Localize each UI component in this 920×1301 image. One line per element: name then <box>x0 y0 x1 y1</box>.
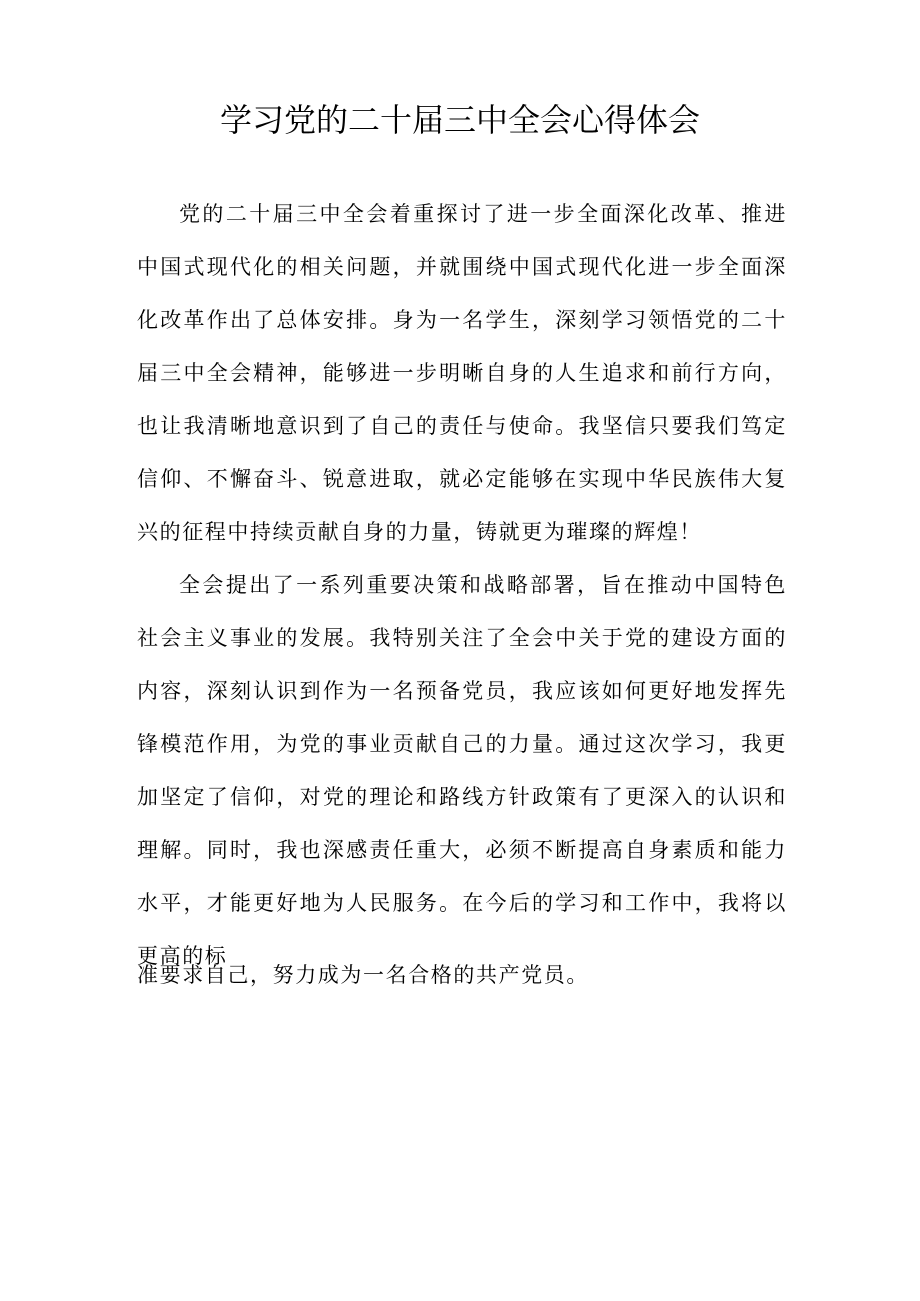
paragraph-1: 党的二十届三中全会着重探讨了进一步全面深化改革、推进中国式现代化的相关问题，并就围绕中国式现代化进一步全面深化改革作出了总体安排。身为一名学生，深刻学习领悟党的二十届三中全会精神，能够进一步明晰自身的人生追求和前行方向，也让我清晰地意识到了自己的责任与使命。我坚信只要我们笃定信仰、不懈奋斗、锐意进取，就必定能够在实现中华民族伟大复兴的征程中持续贡献自身的力量，铸就更为璀璨的辉煌！ <box>137 202 787 544</box>
paragraph-2: 全会提出了一系列重要决策和战略部署，旨在推动中国特色社会主义事业的发展。我特别关注了全会中关于党的建设方面的内容，深刻认识到作为一名预备党员，我应该如何更好地发挥先锋模范作用，为党的事业贡献自己的力量。通过这次学习，我更加坚定了信仰，对党的理论和路线方针政策有了更深入的认识和理解。同时，我也深感责任重大，必须不断提高自身素质和能力水平，才能更好地为人民服务。在今后的学习和工作中，我将以更高的标 <box>137 573 787 968</box>
document-title: 学习党的二十届三中全会心得体会 <box>219 101 700 139</box>
paragraph-2-continuation: 准要求自己，努力成为一名合格的共产党员。 <box>137 963 589 987</box>
document-body <box>137 188 787 983</box>
